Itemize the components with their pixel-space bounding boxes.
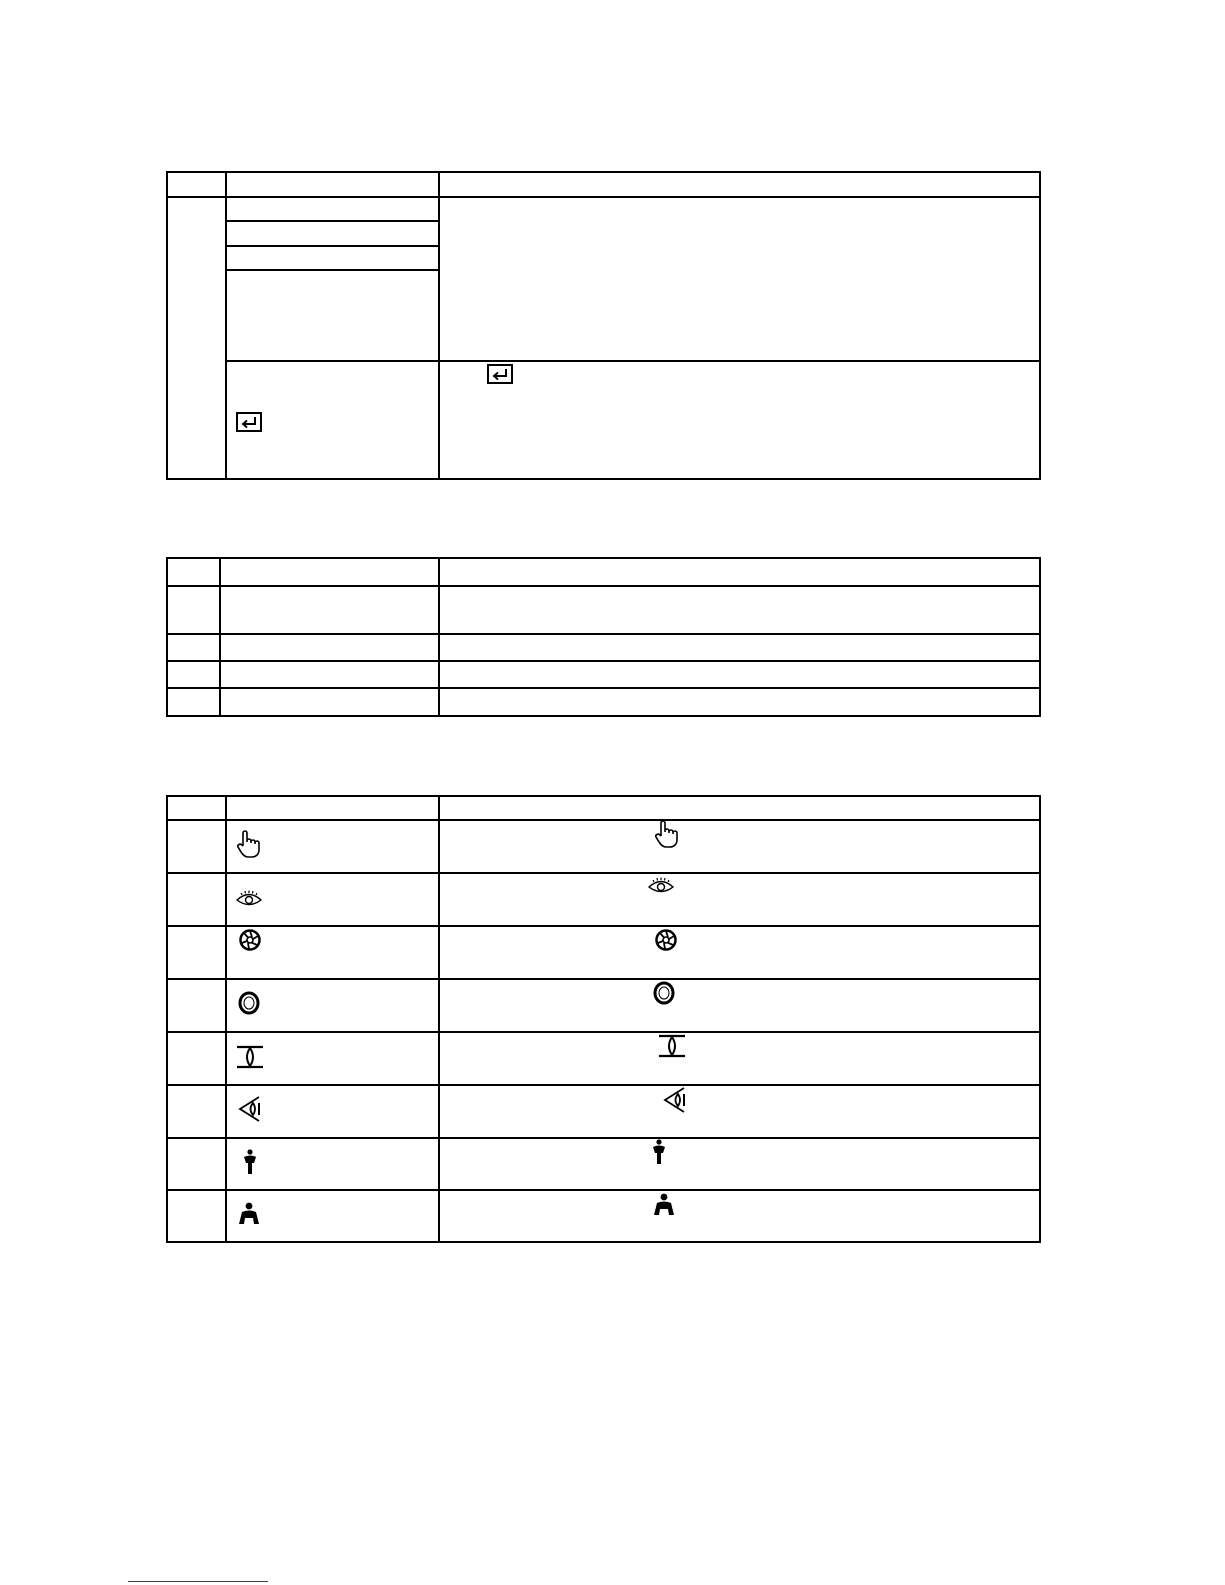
- hand-pointer-icon: [236, 830, 262, 858]
- table-3-row-divider: [166, 925, 1041, 927]
- eye-cone-icon: [237, 1095, 263, 1123]
- table-3-row-divider: [166, 1084, 1041, 1086]
- table-3-col-divider: [438, 795, 440, 1243]
- eye-cone-icon: [662, 1086, 688, 1114]
- aperture-icon: [655, 929, 677, 951]
- table-3-row-divider: [166, 872, 1041, 874]
- table-3-left-border: [166, 795, 168, 1243]
- table-2-bottom-border: [166, 715, 1041, 717]
- table-3-row-divider: [166, 1189, 1041, 1191]
- ring-icon: [238, 991, 260, 1015]
- table-2-left-border: [166, 557, 168, 717]
- table-3-top-border: [166, 795, 1041, 797]
- table-3-bottom-border: [166, 1241, 1041, 1243]
- table-2-row-divider: [166, 687, 1041, 689]
- table-2-row-divider: [166, 660, 1041, 662]
- eye-icon: [647, 877, 675, 895]
- table-2-row-divider: [166, 633, 1041, 635]
- table-3-row-divider: [166, 1137, 1041, 1139]
- ring-icon: [653, 981, 675, 1005]
- hand-pointer-icon: [654, 820, 680, 848]
- table-1-right-border: [1039, 171, 1041, 480]
- table-2-col-divider: [219, 557, 221, 717]
- table-1-row-divider: [226, 269, 439, 271]
- table-3-row-divider: [166, 1031, 1041, 1033]
- table-3-row-divider: [166, 978, 1041, 980]
- footer-link-underline[interactable]: [128, 1581, 268, 1582]
- table-3-header-divider: [166, 819, 1041, 821]
- table-1-col-divider: [438, 171, 440, 480]
- table-2-right-border: [1039, 557, 1041, 717]
- table-2-col-divider: [438, 557, 440, 717]
- lens-bracket-icon: [236, 1045, 264, 1069]
- table-2-row-divider: [166, 585, 1041, 587]
- table-3-col-divider: [225, 795, 227, 1243]
- table-2-top-border: [166, 557, 1041, 559]
- enter-key-icon: [236, 412, 262, 432]
- person-standing-icon: [243, 1149, 257, 1175]
- person-seated-icon: [652, 1193, 676, 1217]
- table-3-right-border: [1039, 795, 1041, 1243]
- table-1-top-border: [166, 171, 1041, 173]
- table-1-bottom-border: [166, 478, 1041, 480]
- eye-icon: [235, 890, 263, 908]
- table-1-row-divider: [226, 220, 439, 222]
- aperture-icon: [239, 929, 261, 951]
- person-standing-icon: [652, 1139, 666, 1165]
- table-1-row-divider: [226, 245, 439, 247]
- table-1-left-border: [166, 171, 168, 480]
- table-1-col-divider: [225, 171, 227, 480]
- person-seated-icon: [237, 1202, 261, 1226]
- table-1-header-divider: [166, 196, 1041, 198]
- table-1-row-divider: [226, 360, 1041, 362]
- lens-bracket-icon: [658, 1034, 686, 1058]
- enter-key-icon: [487, 364, 513, 384]
